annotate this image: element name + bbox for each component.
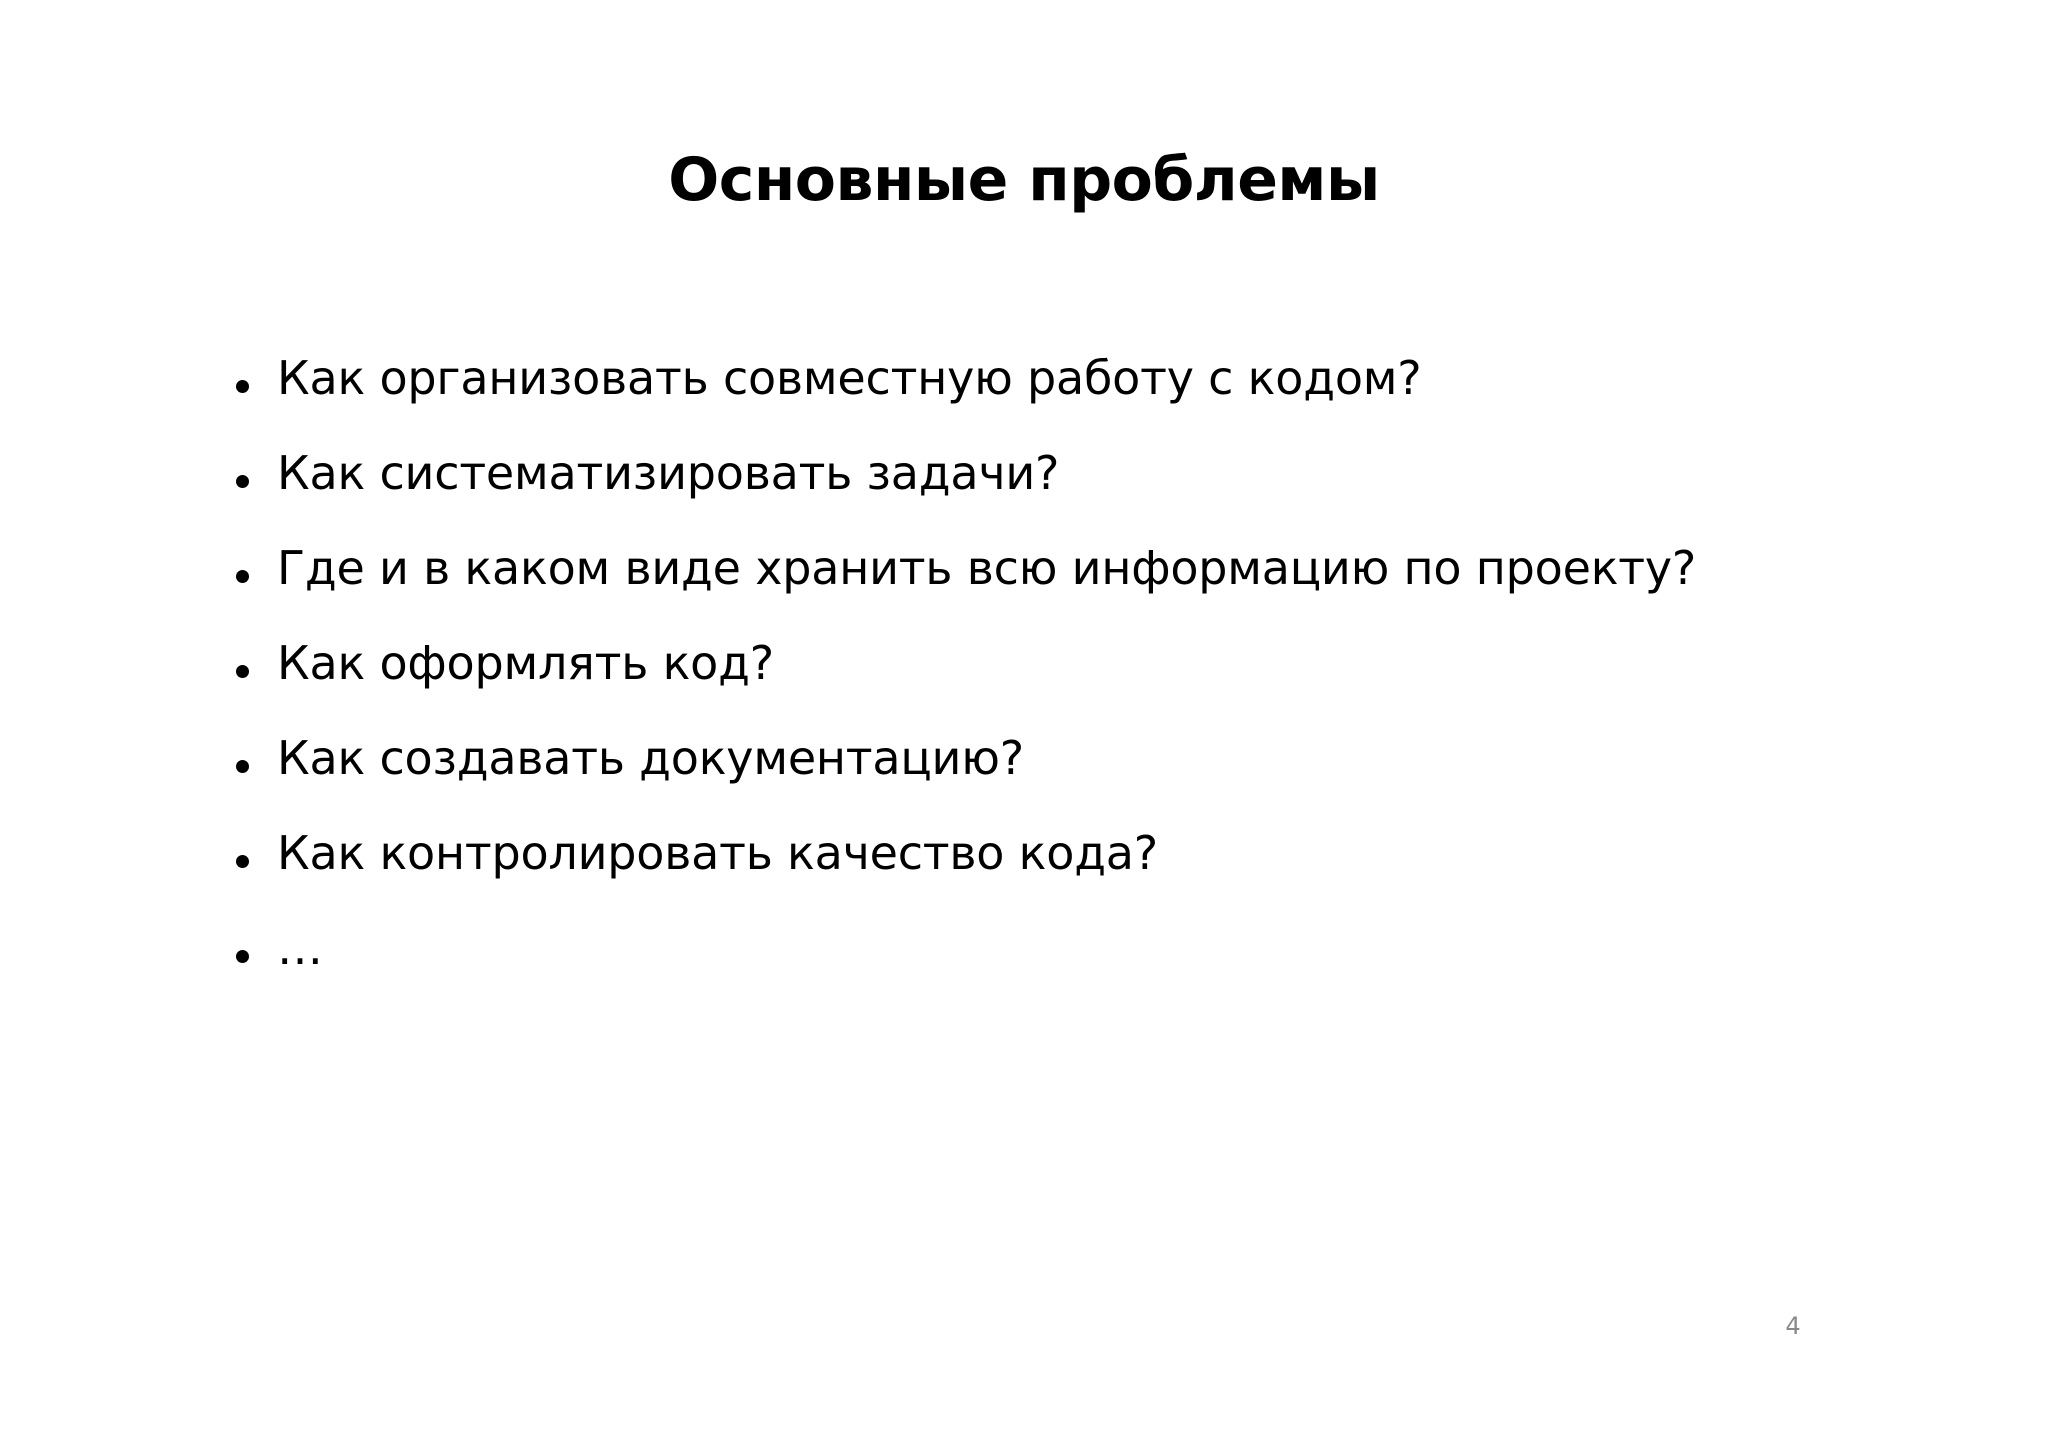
bullet-dot-icon [236,665,249,678]
bullet-text: … [277,921,323,975]
bullet-dot-icon [236,570,249,583]
bullet-text: Как контролировать качество кода? [277,826,1159,880]
bullet-dot-icon [236,855,249,868]
bullet-dot-icon [236,950,249,963]
bullet-dot-icon [236,760,249,773]
page-number: 4 [1785,1312,1801,1340]
bullet-dot-icon [236,475,249,488]
bullet-text: Как организовать совместную работу с кодом? [277,351,1422,405]
bullet-text: Как создавать документацию? [277,731,1024,785]
bullet-text: Как систематизировать задачи? [277,446,1060,500]
slide-title: Основные проблемы [668,145,1380,215]
bullet-text: Где и в каком виде хранить всю информацию по проекту? [277,541,1697,595]
bullet-dot-icon [236,380,249,393]
bullet-text: Как оформлять код? [277,636,774,690]
